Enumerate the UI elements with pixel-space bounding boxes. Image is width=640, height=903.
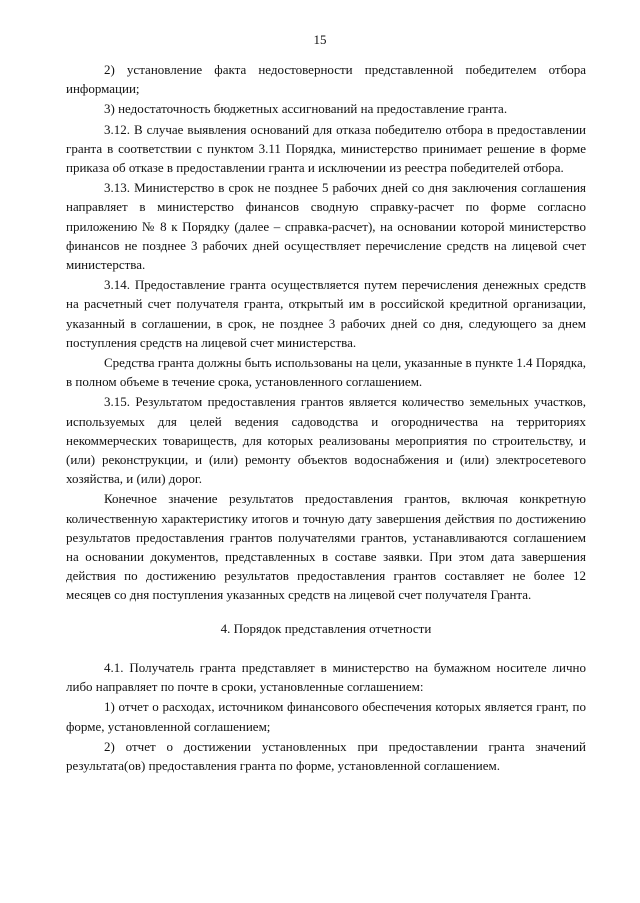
paragraph-3-15: 3.15. Результатом предоставления грантов является количество земельных участков, используемых для целей ведения садоводства и огородничества на территориях некоммерческих товариществ, для которых реализованы мероприятия по строительству, и (или) реконструкции, и (или) ремонту объектов водоснабжения и (или) электросетевого хозяйства, и (или) дорог.: [66, 394, 586, 487]
section-heading: 4. Порядок представления отчетности: [220, 620, 432, 636]
paragraph-expense-report: 1) отчет о расходах, источником финансового обеспечения которых является грант, по форме, установленной соглашением;: [66, 699, 586, 734]
document-body: [66, 60, 586, 776]
paragraph-results-report: 2) отчет о достижении установленных при предоставлении гранта значений результата(ов) предоставления гранта по форме, установленной соглашением.: [66, 738, 586, 773]
paragraph-final-result-values: Конечное значение результатов предоставления грантов, включая конкретную количественную характеристику итогов и точную дату завершения действия по достижению результатов предоставления грантов получателями грантов, устанавливаются соглашением на основании документов, представленных в составе заявки. При этом дата завершения действия по достижению результатов предоставления грантов составляет не более 12 месяцев со дня поступления указанных средств на лицевой счет получателя Гранта.: [66, 491, 586, 603]
page-number: 15: [313, 32, 327, 47]
paragraph-4-1: 4.1. Получатель гранта представляет в министерство на бумажном носителе лично либо направляет по почте в сроки, установленные соглашением:: [66, 659, 586, 695]
paragraph-3-14: 3.14. Предоставление гранта осуществляется путем перечисления денежных средств на расчетный счет получателя гранта, открытый им в российской кредитной организации, указанный в соглашении, в срок, не позднее 3 рабочих дней со дня, следующего за днем поступления средств на лицевой счет министерства.: [66, 277, 586, 350]
paragraph-3-13: 3.13. Министерство в срок не позднее 5 рабочих дней со дня заключения соглашения направляет в министерство финансов сводную справку-расчет по форме согласно приложению № 8 к Порядку (далее – справка-расчет), на основании которой министерство финансов не позднее 3 рабочих дней осуществляет перечисление средств на лицевой счет министерства.: [66, 180, 586, 273]
paragraph-3-12: 3.12. В случае выявления оснований для отказа победителю отбора в предоставлении гранта в соответствии с пунктом 3.11 Порядка, министерство принимает решение в форме приказа об отказе в предоставлении гранта и исключении из реестра победителей отбора.: [66, 121, 586, 176]
paragraph-item-2-false-info: 2) установление факта недостоверности представленной победителем отбора информации;: [66, 62, 586, 97]
paragraph-item-3-insufficient-funds: 3) недостаточность бюджетных ассигнований на предоставление гранта.: [104, 101, 508, 117]
paragraph-grant-funds-usage: Средства гранта должны быть использованы на цели, указанные в пункте 1.4 Порядка, в полном объеме в течение срока, установленного соглашением.: [66, 355, 586, 390]
